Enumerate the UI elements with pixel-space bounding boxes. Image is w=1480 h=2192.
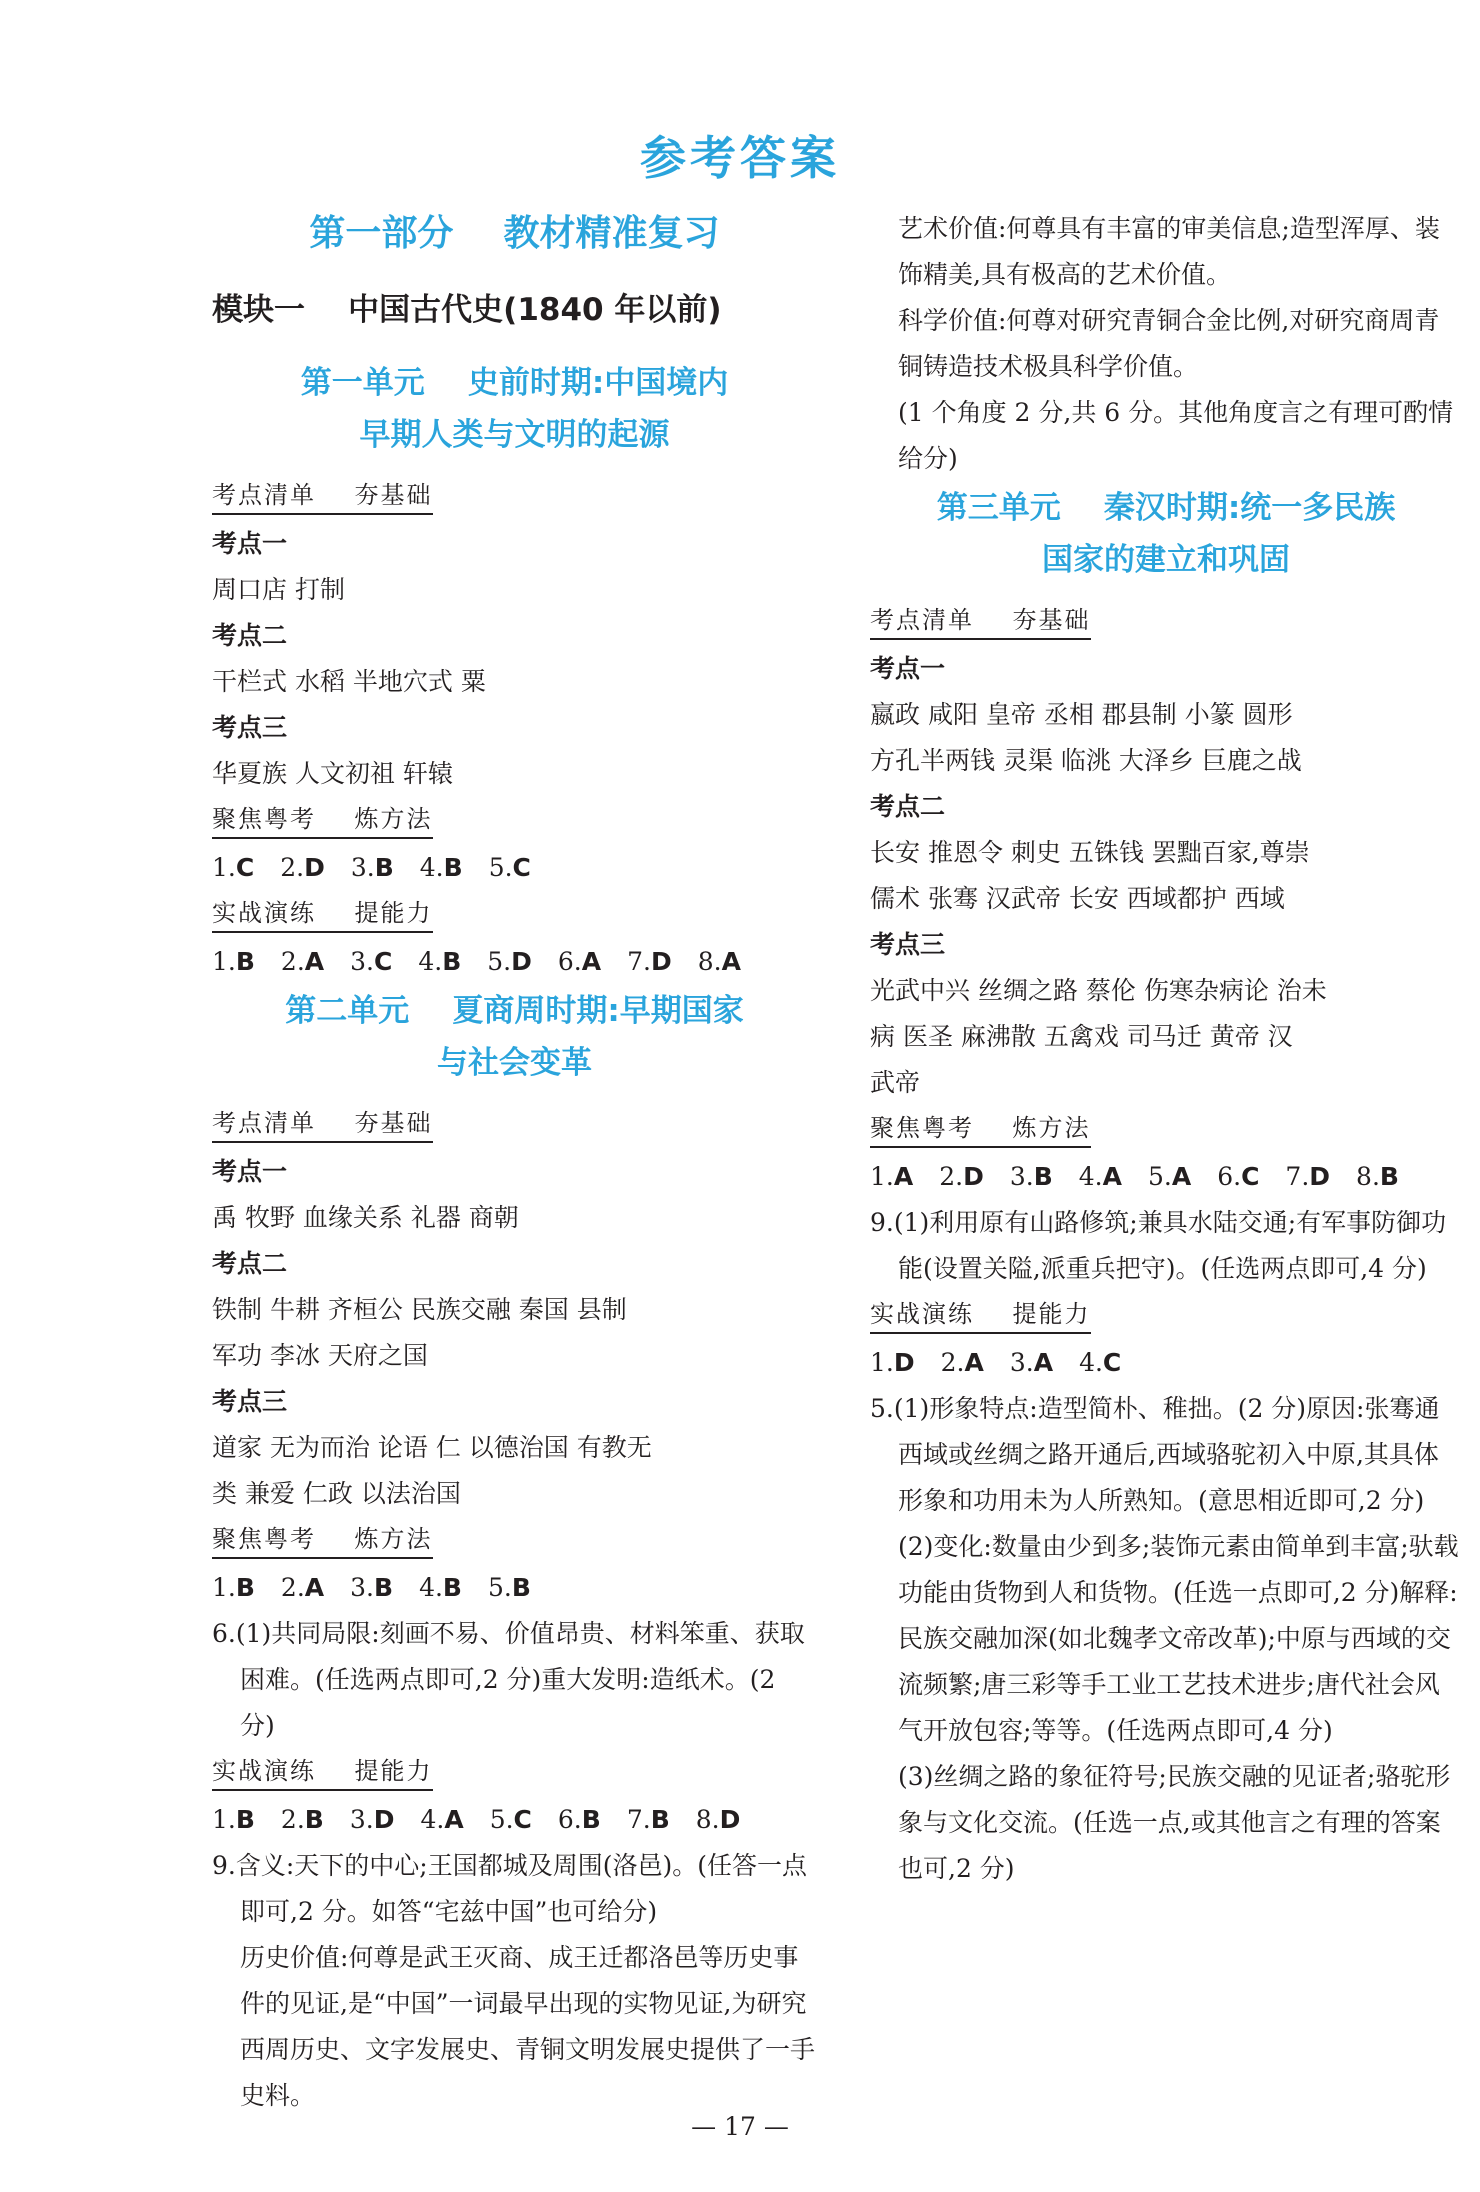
choice-answer: 4.B: [419, 853, 463, 882]
choice-answer: 2.D: [280, 853, 325, 882]
section-label: 考点清单 夯基础: [870, 602, 1091, 640]
choice-answers: [212, 1565, 817, 1611]
choice-answers: [870, 1340, 1462, 1386]
choice-answer: 2.A: [280, 1573, 325, 1602]
section-label: 考点清单 夯基础: [212, 477, 433, 515]
unit-3-title-line1: 第三单元 秦汉时期:统一多民族: [936, 490, 1396, 526]
answer-line: 儒术 张骞 汉武帝 长安 西域都护 西域: [870, 884, 1285, 913]
answer-paragraph: (1 个角度 2 分,共 6 分。其他角度言之有理可酌情给分): [898, 398, 1454, 473]
unit-3-title: [870, 482, 1462, 586]
answer-paragraph: 艺术价值:何尊具有丰富的审美信息;造型浑厚、装饰精美,具有极高的艺术价值。: [898, 214, 1440, 289]
kaodian-label: 考点一: [212, 529, 288, 558]
section-label: 聚焦粤考 炼方法: [870, 1110, 1091, 1148]
answer-line: 嬴政 咸阳 皇帝 丞相 郡县制 小篆 圆形: [870, 700, 1293, 729]
choice-answer: 4.A: [1078, 1162, 1122, 1191]
choice-answer: 6.B: [557, 1805, 601, 1834]
choice-answer: 8.B: [1356, 1162, 1399, 1191]
answer-line: 类 兼爱 仁政 以法治国: [212, 1479, 461, 1508]
choice-answer: 5.C: [488, 853, 531, 882]
answer-line: 军功 李冰 天府之国: [212, 1341, 428, 1370]
unit-2-title-line1: 第二单元 夏商周时期:早期国家: [285, 993, 744, 1029]
right-column: [870, 206, 1462, 1892]
section-label: 聚焦粤考 炼方法: [212, 1521, 433, 1559]
answer-line: 干栏式 水稻 半地穴式 粟: [212, 667, 486, 696]
kaodian-label: 考点一: [212, 1157, 288, 1186]
choice-answer: 7.D: [627, 947, 672, 976]
choice-answer: 1.B: [212, 1805, 255, 1834]
unit-1-title: [212, 357, 817, 461]
choice-answer: 1.C: [212, 853, 255, 882]
choice-answer: 6.C: [1217, 1162, 1260, 1191]
section-label: 实战演练 提能力: [870, 1296, 1091, 1334]
choice-answer: 3.B: [350, 1573, 394, 1602]
answer-line: 道家 无为而治 论语 仁 以德治国 有教无: [212, 1433, 652, 1462]
answer-line: 武帝: [870, 1068, 921, 1097]
page-number: — 17 —: [691, 2112, 789, 2141]
choice-answer: 8.A: [697, 947, 741, 976]
kaodian-label: 考点三: [212, 713, 288, 742]
choice-answer: 2.B: [280, 1805, 324, 1834]
kaodian-label: 考点三: [870, 930, 946, 959]
choice-answer: 7.B: [626, 1805, 670, 1834]
answer-line: 周口店 打制: [212, 575, 345, 604]
answer-line: 长安 推恩令 刺史 五铢钱 罢黜百家,尊崇: [870, 838, 1310, 867]
unit-3-title-line2: 国家的建立和巩固: [1042, 542, 1290, 578]
choice-answer: 5.C: [489, 1805, 532, 1834]
answer-paragraph: 5.(1)形象特点:造型简朴、稚拙。(2 分)原因:张骞通西域或丝绸之路开通后,西域骆驼初入中原,其具体形象和功用未为人所熟知。(意思相近即可,2 分): [870, 1394, 1440, 1515]
section-label: 实战演练 提能力: [212, 1753, 433, 1791]
answer-paragraph: (3)丝绸之路的象征符号;民族交融的见证者;骆驼形象与文化交流。(任选一点,或其他言之有理的答案也可,2 分): [898, 1762, 1451, 1883]
choice-answer: 4.B: [418, 947, 462, 976]
kaodian-label: 考点一: [870, 654, 946, 683]
choice-answer: 1.D: [870, 1348, 915, 1377]
choice-answer: 6.A: [557, 947, 602, 976]
choice-answer: 2.A: [280, 947, 325, 976]
answer-line: 禹 牧野 血缘关系 礼器 商朝: [212, 1203, 519, 1232]
answer-paragraph: (2)变化:数量由少到多;装饰元素由简单到丰富;驮载功能由货物到人和货物。(任选一点即可,2 分)解释:民族交融加深(如北魏孝文帝改革);中原与西域的交流频繁;唐三彩等手工业工艺技术进步;唐代社会风气开放包容;等等。(任选两点即可,4 分): [898, 1532, 1459, 1745]
answer-line: 方孔半两钱 灵渠 临洮 大泽乡 巨鹿之战: [870, 746, 1302, 775]
section-label: 聚焦粤考 炼方法: [212, 801, 433, 839]
choice-answer: 3.A: [1009, 1348, 1054, 1377]
choice-answer: 3.B: [350, 853, 394, 882]
kaodian-label: 考点二: [212, 1249, 288, 1278]
module-title: 模块一 中国古代史(1840 年以前): [212, 292, 722, 328]
unit-2-title-line2: 与社会变革: [437, 1045, 592, 1081]
choice-answers: [212, 939, 817, 985]
choice-answers: [212, 845, 817, 891]
choice-answer: 2.D: [939, 1162, 984, 1191]
choice-answer: 4.B: [419, 1573, 462, 1602]
choice-answer: 2.A: [940, 1348, 984, 1377]
left-column: [212, 200, 817, 2119]
choice-answer: 1.B: [212, 947, 255, 976]
answer-paragraph: 历史价值:何尊是武王灭商、成王迁都洛邑等历史事件的见证,是“中国”一词最早出现的实物见证,为研究西周历史、文字发展史、青铜文明发展史提供了一手史料。: [240, 1943, 816, 2110]
choice-answer: 7.D: [1285, 1162, 1331, 1191]
section-label: 实战演练 提能力: [212, 895, 433, 933]
answer-paragraph: 9.含义:天下的中心;王国都城及周围(洛邑)。(任答一点即可,2 分。如答“宅兹中国”也可给分): [212, 1851, 807, 1926]
choice-answer: 4.A: [420, 1805, 464, 1834]
answer-paragraph: 科学价值:何尊对研究青铜合金比例,对研究商周青铜铸造技术极具科学价值。: [898, 306, 1440, 381]
answer-line: 病 医圣 麻沸散 五禽戏 司马迁 黄帝 汉: [870, 1022, 1293, 1051]
choice-answers: [870, 1154, 1462, 1200]
answer-line: 光武中兴 丝绸之路 蔡伦 伤寒杂病论 治未: [870, 976, 1327, 1005]
answer-paragraph: 6.(1)共同局限:刻画不易、价值昂贵、材料笨重、获取困难。(任选两点即可,2 分)重大发明:造纸术。(2 分): [212, 1619, 805, 1740]
kaodian-label: 考点三: [212, 1387, 288, 1416]
choice-answer: 5.B: [487, 1573, 531, 1602]
choice-answer: 5.D: [487, 947, 532, 976]
unit-1-title-line2: 早期人类与文明的起源: [359, 417, 670, 453]
choice-answer: 3.B: [1009, 1162, 1053, 1191]
choice-answer: 5.A: [1147, 1162, 1192, 1191]
unit-2-title: [212, 985, 817, 1089]
choice-answer: 8.D: [695, 1805, 741, 1834]
choice-answer: 4.C: [1079, 1348, 1122, 1377]
answer-line: 华夏族 人文初祖 轩辕: [212, 759, 453, 788]
choice-answers: [212, 1797, 817, 1843]
choice-answer: 1.B: [212, 1573, 255, 1602]
answer-paragraph: 9.(1)利用原有山路修筑;兼具水陆交通;有军事防御功能(设置关隘,派重兵把守)。(任选两点即可,4 分): [870, 1208, 1447, 1283]
answer-line: 铁制 牛耕 齐桓公 民族交融 秦国 县制: [212, 1295, 627, 1324]
choice-answer: 3.D: [349, 1805, 395, 1834]
section-label: 考点清单 夯基础: [212, 1105, 433, 1143]
choice-answer: 1.A: [870, 1162, 914, 1191]
main-title: 参考答案: [640, 131, 840, 185]
unit-1-title-line1: 第一单元 史前时期:中国境内: [300, 365, 729, 401]
part-title: 第一部分 教材精准复习: [309, 213, 720, 254]
choice-answer: 3.C: [350, 947, 393, 976]
kaodian-label: 考点二: [212, 621, 288, 650]
kaodian-label: 考点二: [870, 792, 946, 821]
